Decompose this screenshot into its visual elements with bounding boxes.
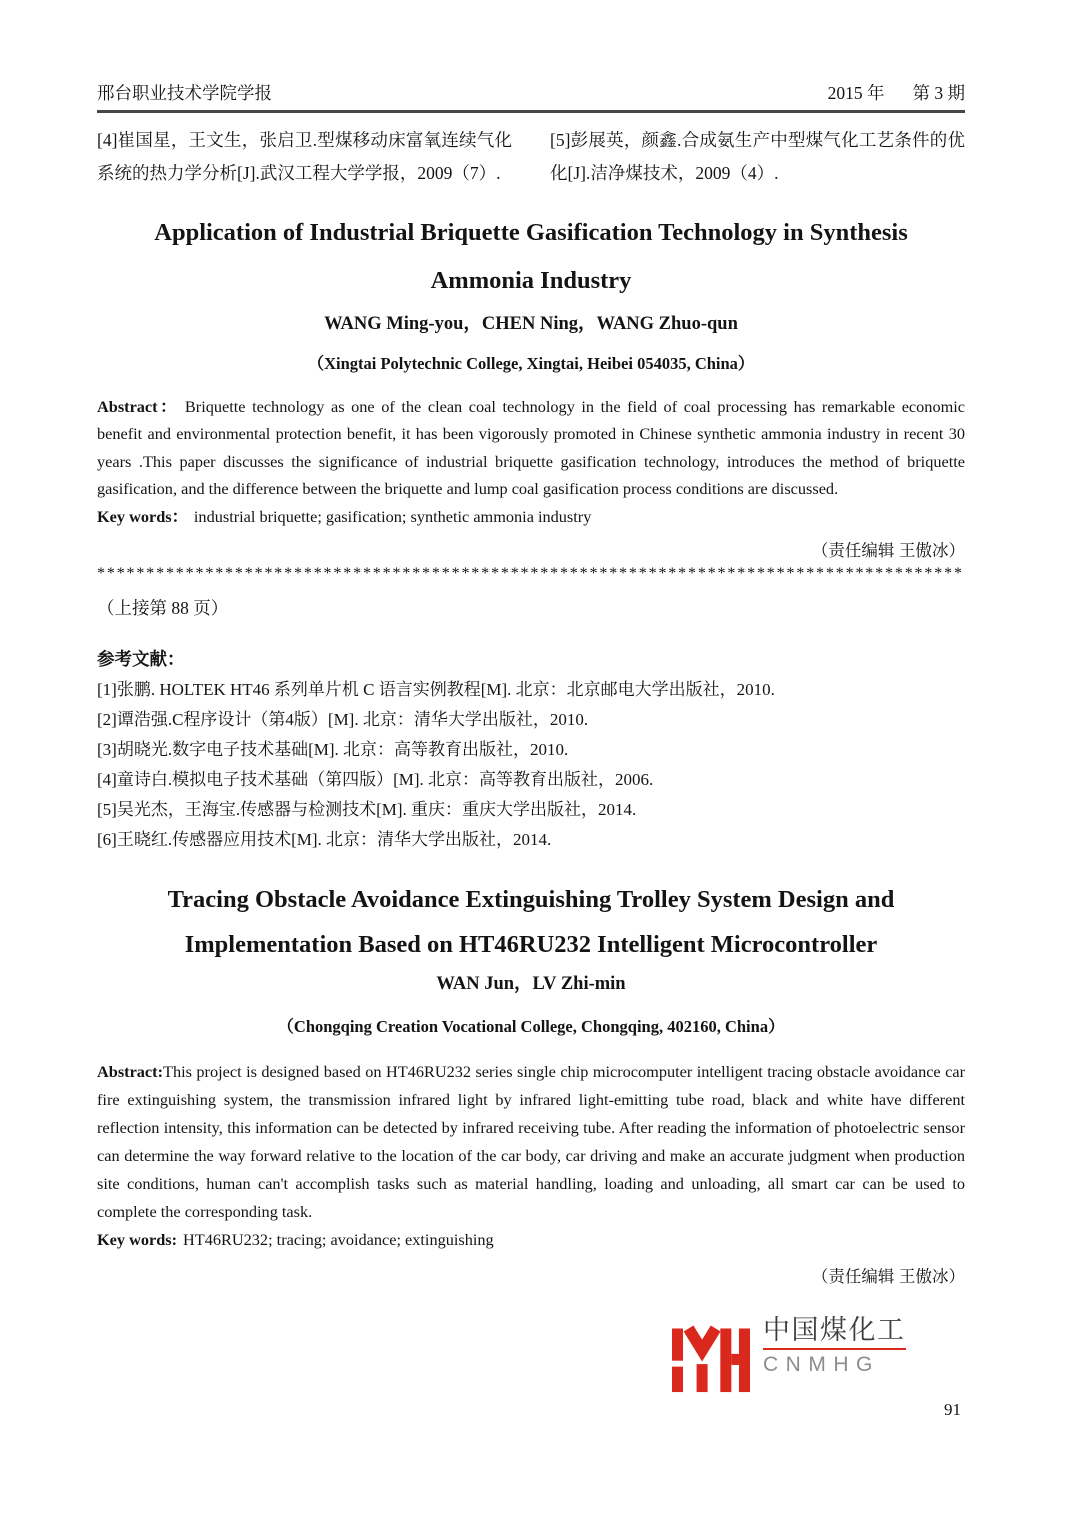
carryover-references [97, 124, 965, 189]
issue-number: 第 3 期 [912, 83, 965, 103]
article2-keywords [97, 1226, 965, 1254]
running-head [97, 80, 965, 105]
keywords-label: Key words： [97, 506, 188, 526]
abstract-label: Abstract: [97, 1062, 164, 1082]
abstract-text: Briquette technology as one of the clean coal technology in the field of coal processing has remarkable economic benefit and environmental protection benefit, it has been vigorously promoted in Chinese synthetic ammonia industry in recent 30 years .This paper discusses the significance of industrial briquette gasification technology, introduces the method of briquette gasification, and the difference between the briquette and lump coal gasification process conditions are discussed. [97, 397, 965, 499]
article2-abstract [97, 1058, 965, 1226]
article1-title [97, 209, 965, 305]
asterisk-divider: **************************************************************************************** [97, 565, 964, 583]
references-list [97, 675, 965, 855]
reference-item: [6]王晓红.传感器应用技术[M]. 北京：清华大学出版社，2014. [97, 830, 552, 850]
logo-text [763, 1316, 906, 1376]
article1-keywords [97, 503, 965, 530]
header-rule [97, 110, 965, 113]
issue-info [828, 80, 965, 105]
article1-abstract [97, 393, 965, 503]
logo-latin-name: CNMHG [763, 1353, 880, 1376]
article1-editor-note: （责任编辑 王傲冰） [811, 542, 965, 561]
reference-item: [4]童诗白.模拟电子技术基础（第四版）[M]. 北京：高等教育出版社，2006. [97, 770, 654, 790]
article1-affiliation: （Xingtai Polytechnic College, Xingtai, Heibei 054035, China） [307, 354, 755, 373]
article2-title-line2: Implementation Based on HT46RU232 Intelligent Microcontroller [184, 931, 878, 959]
keywords-text: industrial briquette; gasification; synthetic ammonia industry [193, 506, 592, 526]
page-number: 91 [944, 1400, 961, 1419]
journal-name: 邢台职业技术学院学报 [97, 83, 272, 103]
references-heading: 参考文献： [97, 649, 185, 670]
article2-title [97, 877, 965, 967]
cnmhg-logo-icon [672, 1320, 750, 1398]
article1-title-line1: Application of Industrial Briquette Gasification Technology in Synthesis [154, 219, 908, 246]
reference-item: [5]吴光杰，王海宝.传感器与检测技术[M]. 重庆：重庆大学出版社，2014. [97, 800, 637, 820]
logo-chinese-name: 中国煤化工 [763, 1316, 906, 1350]
article1-authors: WANG Ming-you，CHEN Ning，WANG Zhuo-qun [324, 314, 738, 334]
article2-editor-note: （责任编辑 王傲冰） [811, 1268, 965, 1287]
reference-item: [5]彭展英，颜鑫.合成氨生产中型煤气化工艺条件的优化[J].洁净煤技术，2009（4）. [550, 130, 965, 183]
issue-year: 2015 年 [827, 83, 885, 103]
article2-title-line1: Tracing Obstacle Avoidance Extinguishing Trolley System Design and [167, 886, 895, 914]
abstract-label: Abstract： [97, 397, 179, 416]
continued-from-note: （上接第 88 页） [97, 598, 229, 619]
article2-affiliation: （Chongqing Creation Vocational College, Chongqing, 402160, China） [277, 1017, 785, 1037]
reference-item: [3]胡晓光.数字电子技术基础[M]. 北京：高等教育出版社，2010. [97, 740, 569, 760]
abstract-text: This project is designed based on HT46RU232 series single chip microcomputer intelligent tracing obstacle avoidance car fire extinguishing system, the transmission infrared light by infrared light-emitting tube road, black and white have different reflection intensity, this information can be detected by infrared receiving tube. After reading the information of photoelectric sensor can determine the way forward relative to the location of the car body, car driving and make an accurate judgment when production site conditions, human can't accomplish tasks such as material handling, loading and unloading, all smart car can be used to complete the corresponding task. [97, 1062, 965, 1222]
article2-authors: WAN Jun，LV Zhi-min [436, 974, 626, 995]
keywords-text: HT46RU232; tracing; avoidance; extinguishing [183, 1230, 494, 1250]
publisher-logo [672, 1316, 906, 1398]
reference-item: [4]崔国星，王文生，张启卫.型煤移动床富氧连续气化系统的热力学分析[J].武汉工程大学学报，2009（7）. [97, 130, 512, 183]
reference-item: [1]张鹏. HOLTEK HT46 系列单片机 C 语言实例教程[M]. 北京：北京邮电大学出版社，2010. [97, 680, 775, 700]
article1-title-line2: Ammonia Industry [430, 267, 632, 294]
reference-item: [2]谭浩强.C程序设计（第4版）[M]. 北京：清华大学出版社，2010. [97, 710, 589, 730]
keywords-label: Key words: [97, 1230, 178, 1250]
